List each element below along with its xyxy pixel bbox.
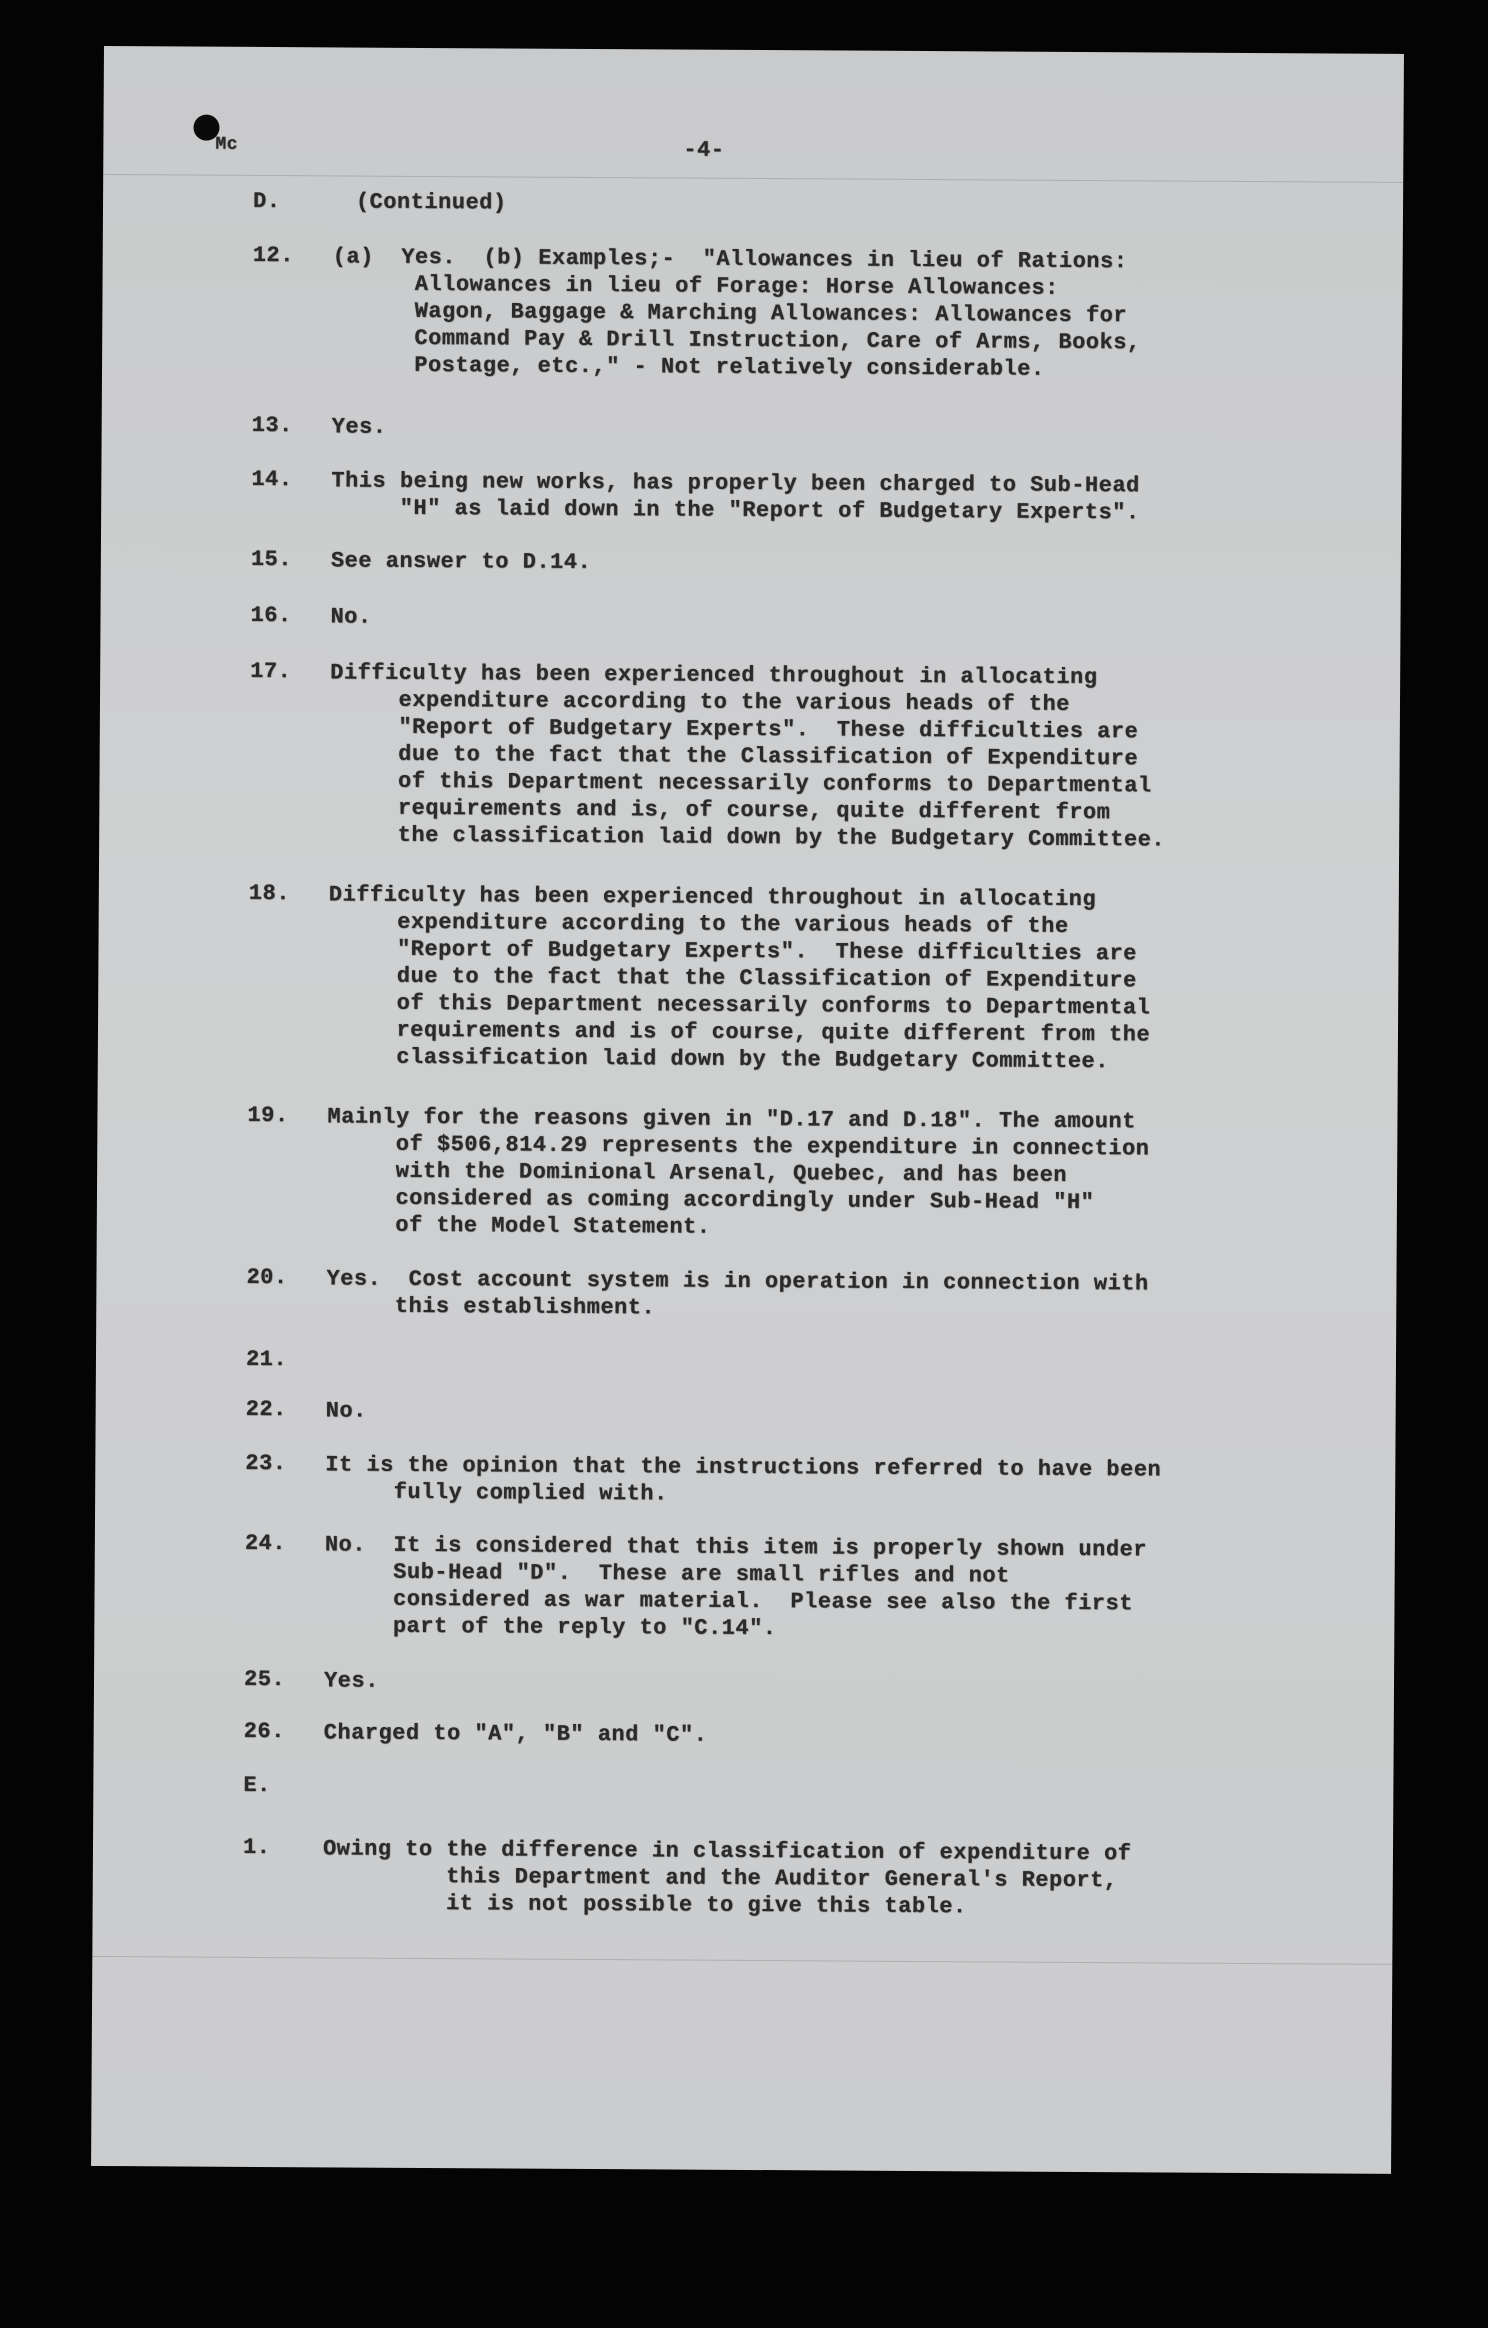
- list-item: [249, 659, 1370, 855]
- item-number: 16.: [250, 602, 292, 629]
- item-text: Yes.: [331, 414, 387, 440]
- page-rule: [92, 1956, 1392, 1965]
- section-e-heading: E.: [243, 1772, 271, 1799]
- list-item: [245, 1451, 1365, 1512]
- section-d-continued: (Continued): [355, 189, 507, 216]
- item-text: It is the opinion that the instructions referred to have been fully complied with.: [325, 1452, 1162, 1507]
- item-number: 22.: [245, 1396, 287, 1423]
- item-text: Mainly for the reasons given in "D.17 and D.18". The amount of $506,814.29 represents the expenditure in connection with the Dominional Arsenal, Quebec, and has been considered as coming accordingly under Sub-Head "H" of the Model Statement.: [326, 1104, 1150, 1240]
- list-item: [244, 1531, 1365, 1646]
- item-number: 13.: [251, 412, 293, 439]
- item-text: (a) Yes. (b) Examples;- "Allowances in lieu of Rations: Allowances in lieu of Forage: Horse Allowances: Wagon, Baggage & Marching Allowances: Allowances for Command Pay & Drill Instruction, Care of Arms, Books, Postage, etc.," - Not relatively considerable.: [331, 244, 1141, 382]
- item-number: 15.: [250, 546, 293, 573]
- list-item: [246, 1265, 1366, 1326]
- list-item: [245, 1346, 1366, 1373]
- list-item: [243, 1835, 1363, 1923]
- list-item: [251, 467, 1371, 528]
- list-item: [246, 1397, 1366, 1431]
- list-item: [247, 1103, 1368, 1245]
- list-item: [250, 603, 1370, 637]
- item-text: Owing to the difference in classification of expenditure of this Department and the Auditor General's Report, it is not possible to give this table.: [322, 1836, 1132, 1920]
- item-number: 20.: [246, 1264, 288, 1291]
- item-number: 19.: [247, 1102, 289, 1129]
- document-page: [91, 46, 1404, 2174]
- corner-mark: Mc: [215, 134, 239, 155]
- item-text: Yes. Cost account system is in operation in connection with this establishment.: [326, 1266, 1149, 1321]
- list-item: [252, 243, 1373, 385]
- list-item: [244, 1719, 1364, 1753]
- item-text: Yes.: [323, 1668, 379, 1694]
- list-item: [252, 413, 1372, 447]
- item-number: 24.: [244, 1530, 287, 1557]
- item-number: 14.: [251, 466, 293, 493]
- item-number: 18.: [248, 880, 291, 907]
- section-d-heading-row: [253, 189, 507, 216]
- item-number: 1.: [242, 1834, 271, 1861]
- page-rule: [103, 174, 1403, 183]
- item-number: 25.: [243, 1666, 286, 1693]
- item-text: No. It is considered that this item is properly shown under Sub-Head "D". These are small rifles and not considered as war material. Please see also the first part of the reply to "C.14".: [324, 1532, 1148, 1642]
- item-number: 26.: [243, 1718, 285, 1745]
- list-item: [251, 547, 1371, 581]
- item-number: 23.: [245, 1450, 287, 1477]
- item-text: This being new works, has properly been charged to Sub-Head "H" as laid down in the "Report of Budgetary Experts".: [331, 468, 1140, 526]
- item-number: 12.: [252, 242, 294, 269]
- list-item: [248, 881, 1369, 1077]
- item-text: Difficulty has been experienced throughout in allocating expenditure according to the various heads of the "Report of Budgetary Experts". These difficulties are due to the fact that the Classification of Expenditure of this Department necessarily conforms to Departmental requirements and is, of course, quite different from the classification laid down by the Budgetary Committee.: [329, 660, 1166, 853]
- page-number: -4-: [683, 137, 725, 163]
- item-text: No.: [330, 604, 372, 630]
- item-text: No.: [325, 1398, 367, 1424]
- item-text: Difficulty has been experienced throughout in allocating expenditure according to the various heads of the "Report of Budgetary Experts". These difficulties are due to the fact that the Classification of Expenditure of this Department necessarily conforms to Departmental requirements and is of course, quite different from the classification laid down by the Budgetary Committee.: [327, 882, 1151, 1075]
- item-text: Charged to "A", "B" and "C".: [323, 1720, 708, 1748]
- list-item: [244, 1667, 1364, 1701]
- section-d-label: D.: [252, 188, 281, 215]
- item-number: 21.: [245, 1346, 288, 1373]
- item-text: See answer to D.14.: [330, 548, 592, 575]
- item-text: [326, 1347, 1366, 1353]
- item-number: 17.: [250, 658, 292, 685]
